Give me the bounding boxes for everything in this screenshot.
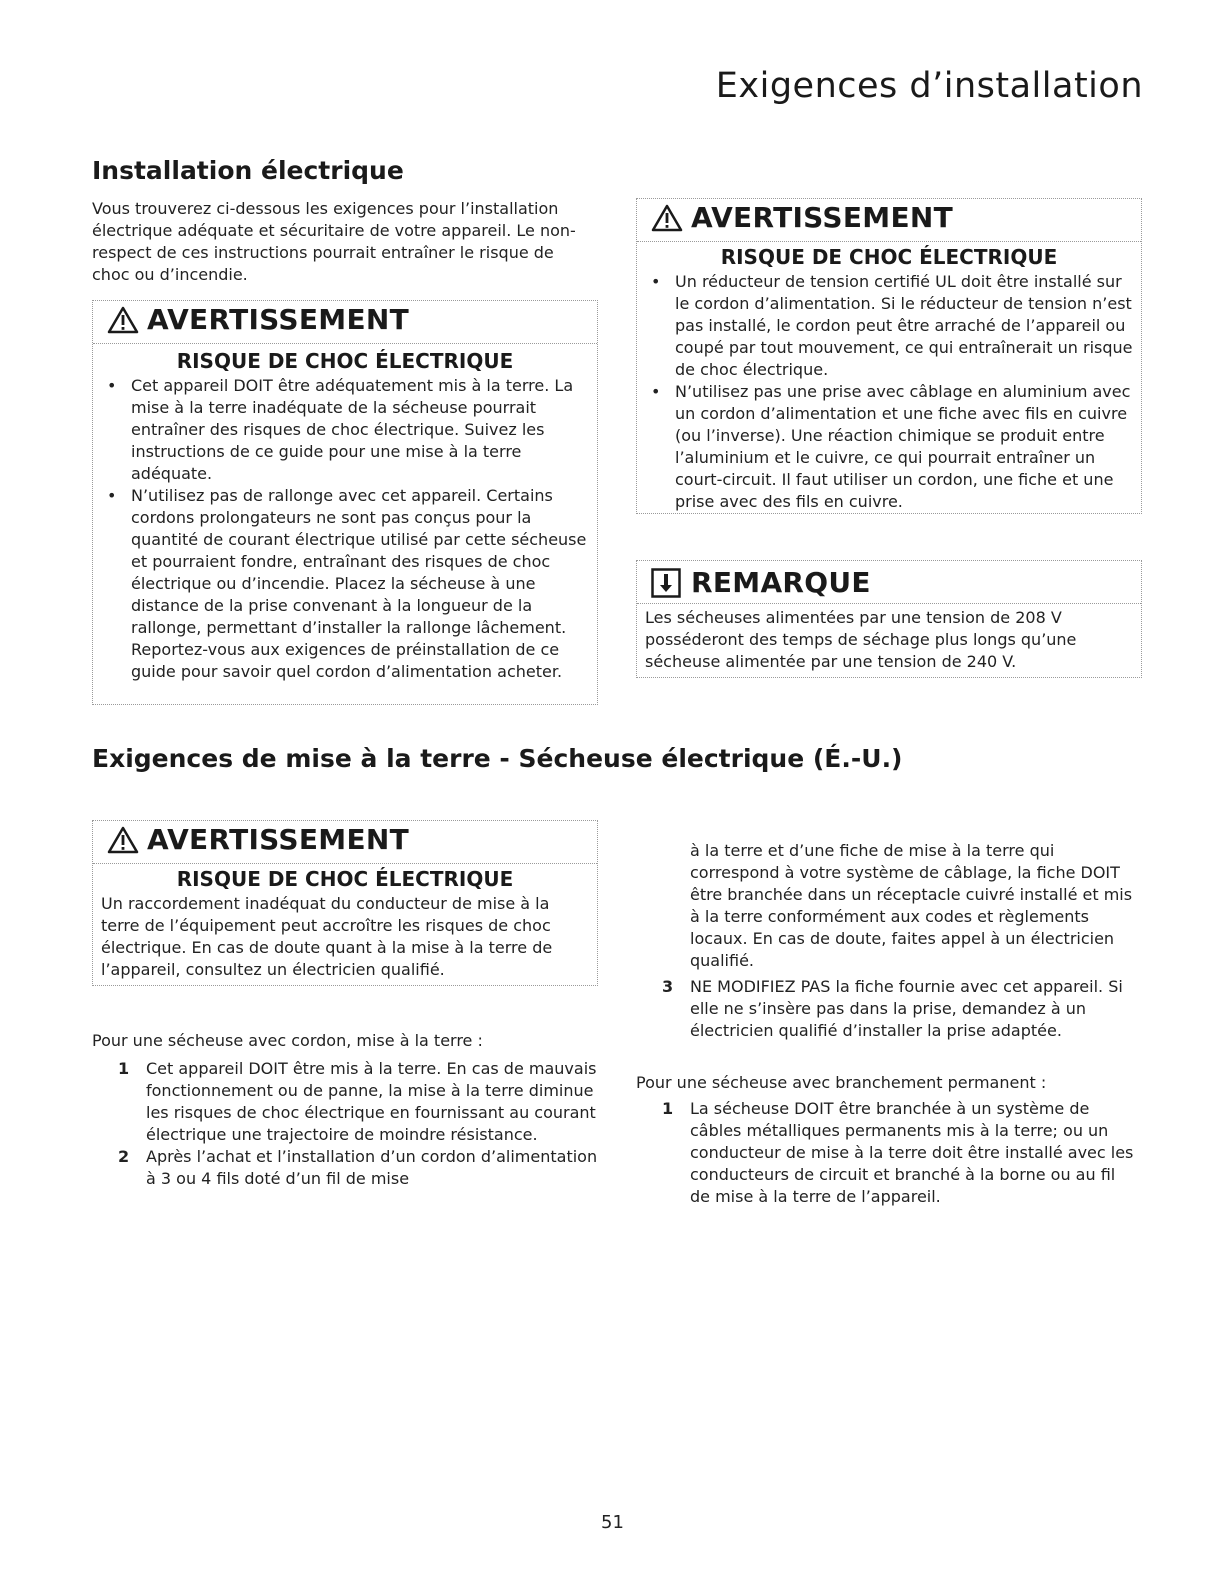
- note-icon: [651, 568, 681, 598]
- section-intro: Vous trouverez ci-dessous les exigences pour l’installation électrique adéquate et sécuritaire de votre appareil. Le non-respect de ces instructions pourrait entraîner le risque de choc ou d’incendie.: [92, 199, 576, 284]
- warning-bullet: • Cet appareil DOIT être adéquatement mis à la terre. La mise à la terre inadéquate de la sécheuse pourrait entraîner des risques de choc électrique. Suivez les instructions de ce guide pour une mise à la terre adéquate.: [101, 375, 589, 485]
- step-text: La sécheuse DOIT être branchée à un système de câbles métalliques permanents mis à la terre; ou un conducteur de mise à la terre doit être installé avec les conducteurs de circuit et branché à la borne ou au fil de mise à la terre de l’appareil.: [690, 1099, 1134, 1206]
- step-number: 3: [662, 977, 674, 996]
- warning-box-left: [92, 300, 598, 705]
- page-header-title: Exigences d’installation: [715, 66, 1143, 106]
- corded-intro: Pour une sécheuse avec cordon, mise à la terre :: [92, 1031, 483, 1050]
- warning-label: AVERTISSEMENT: [147, 303, 410, 336]
- warning-text: Un raccordement inadéquat du conducteur de mise à la terre de l’équipement peut accroître les risques de choc électrique. En cas de doute quant à la mise à la terre de l’appareil, consultez un électricien qualifié.: [101, 894, 553, 979]
- warning-bullet: • N’utilisez pas de rallonge avec cet appareil. Certains cordons prolongateurs ne sont pas conçus pour la quantité de courant électrique utilisé par cette sécheuse et pourraient fondre, entraînant des risques de choc électrique ou d’incendie. Placez la sécheuse à une distance de la prise convenant à la longueur de la rallonge, permettant d’installer la rallonge lâchement. Reportez-vous aux exigences de préinstallation de ce guide pour savoir quel cordon d’alimentation acheter.: [101, 485, 589, 683]
- warning-subhead: RISQUE DE CHOC ÉLECTRIQUE: [176, 349, 514, 373]
- note-text: Les sécheuses alimentées par une tension de 208 V posséderont des temps de séchage plus longs qu’une sécheuse alimentée par une tension de 240 V.: [645, 608, 1077, 671]
- step-item: [636, 976, 1138, 1042]
- warning-header: [637, 199, 1141, 242]
- corded-steps-list: [92, 1058, 598, 1190]
- step-text: Après l’achat et l’installation d’un cordon d’alimentation à 3 ou 4 fils doté d’un fil de mise: [146, 1147, 598, 1188]
- warning-box-grounding: [92, 820, 598, 986]
- warning-triangle-icon: [107, 306, 139, 334]
- warning-bullet: • Un réducteur de tension certifié UL doit être installé sur le cordon d’alimentation. Si le réducteur de tension n’est pas installé, le cordon peut être arraché de l’appareil ou coupé par tout mouvement, ce qui entraînerait un risque de choc électrique.: [645, 271, 1133, 381]
- step-2-continued: à la terre et d’une fiche de mise à la terre qui correspond à votre système de câblage, la fiche DOIT être branchée dans un réceptacle cuivré installé et mis à la terre conformément aux codes et règlements locaux. En cas de doute, faites appel à un électricien qualifié.: [690, 841, 1133, 970]
- warning-bullet-list: [645, 271, 1133, 513]
- warning-triangle-icon: [651, 204, 683, 232]
- step-number: 1: [662, 1099, 674, 1118]
- step-item: [92, 1146, 598, 1190]
- note-label: REMARQUE: [691, 566, 871, 599]
- warning-bullet-list: [101, 375, 589, 683]
- warning-header: [93, 301, 597, 344]
- warning-subhead: RISQUE DE CHOC ÉLECTRIQUE: [176, 867, 514, 891]
- step-item: [92, 1058, 598, 1146]
- section-title-electrical: Installation électrique: [92, 156, 404, 185]
- step-text: Cet appareil DOIT être mis à la terre. En cas de mauvais fonctionnement ou de panne, la mise à la terre diminue les risques de choc électrique en fournissant au courant électrique une trajectoire de moindre résistance.: [146, 1059, 597, 1144]
- warning-header: [93, 821, 597, 864]
- permanent-steps-list: [636, 1098, 1138, 1208]
- step-text: NE MODIFIEZ PAS la fiche fournie avec cet appareil. Si elle ne s’insère pas dans la prise, demandez à un électricien qualifié d’installer la prise adaptée.: [690, 977, 1123, 1040]
- warning-subhead: RISQUE DE CHOC ÉLECTRIQUE: [720, 245, 1058, 269]
- page-number: 51: [601, 1512, 624, 1533]
- warning-label: AVERTISSEMENT: [691, 201, 954, 234]
- warning-label: AVERTISSEMENT: [147, 823, 410, 856]
- step-item: [636, 1098, 1138, 1208]
- warning-triangle-icon: [107, 826, 139, 854]
- corded-steps-list-continued: [636, 976, 1138, 1042]
- note-box: [636, 560, 1142, 678]
- step-number: 2: [118, 1147, 130, 1166]
- section-title-grounding: Exigences de mise à la terre - Sécheuse électrique (É.-U.): [92, 744, 903, 773]
- permanent-intro: Pour une sécheuse avec branchement permanent :: [636, 1073, 1047, 1092]
- note-header: [637, 561, 1141, 604]
- warning-box-right: [636, 198, 1142, 514]
- warning-bullet: • N’utilisez pas une prise avec câblage en aluminium avec un cordon d’alimentation et une fiche avec fils en cuivre (ou l’inverse). Une réaction chimique se produit entre l’aluminium et le cuivre, ce qui pourrait entraîner un court-circuit. Il faut utiliser un cordon, une fiche et une prise avec des fils en cuivre.: [645, 381, 1133, 513]
- step-number: 1: [118, 1059, 130, 1078]
